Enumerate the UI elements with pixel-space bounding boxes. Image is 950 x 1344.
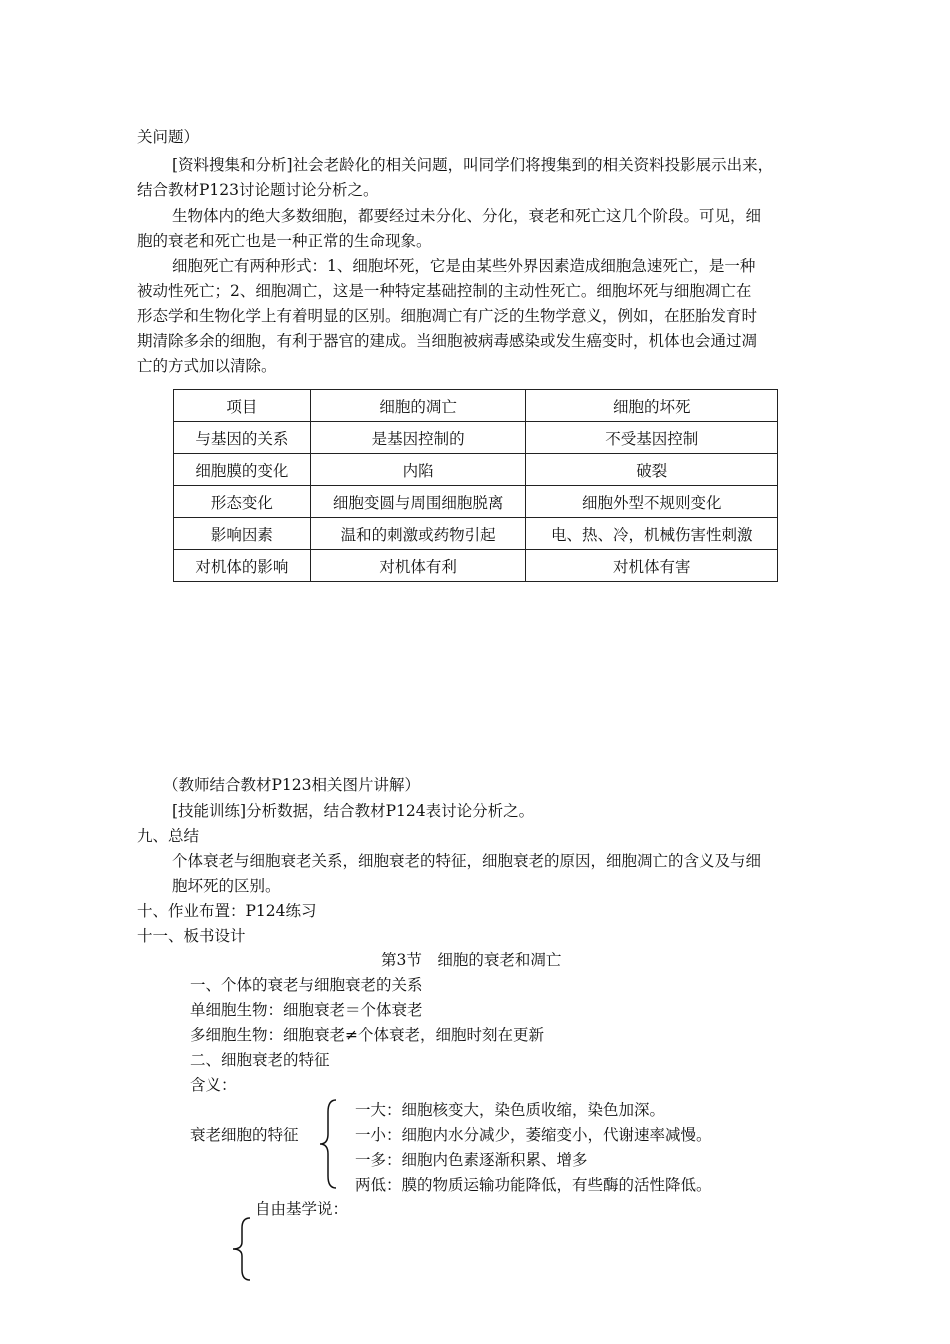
section-heading: 十一、板书设计 [137, 927, 246, 945]
board-line: 多细胞生物：细胞衰老≠个体衰老，细胞时刻在更新 [190, 1026, 544, 1044]
table-row [174, 550, 778, 582]
table-cell: 对机体有利 [310, 550, 526, 582]
text-line: 亡的方式加以清除。 [137, 357, 277, 375]
comparison-table [173, 389, 778, 582]
text-line: 关问题） [137, 128, 200, 146]
text-line: 胞坏死的区别。 [172, 877, 281, 895]
table-cell: 细胞的坏死 [526, 390, 778, 422]
table-cell: 细胞变圆与周围细胞脱离 [310, 486, 526, 518]
curly-brace-icon [230, 1216, 254, 1282]
text-line: 形态学和生物化学上有着明显的区别。细胞凋亡有广泛的生物学意义，例如，在胚胎发育时 [137, 307, 758, 325]
skill-training: [技能训练]分析数据，结合教材P124表讨论分析之。 [172, 802, 535, 820]
table-cell: 项目 [174, 390, 311, 422]
text-line: 结合教材P123讨论题讨论分析之。 [137, 181, 379, 199]
table-cell: 细胞外型不规则变化 [526, 486, 778, 518]
feature-item: 两低：膜的物质运输功能降低，有些酶的活性降低。 [355, 1176, 712, 1194]
table-cell: 破裂 [526, 454, 778, 486]
text-line: 细胞死亡有两种形式：1、细胞坏死，它是由某些外界因素造成细胞急速死亡，是一种 [172, 257, 756, 275]
text-line: 被动性死亡；2、细胞凋亡，这是一种特定基础控制的主动性死亡。细胞坏死与细胞凋亡在 [137, 282, 752, 300]
table-cell: 细胞的凋亡 [310, 390, 526, 422]
table-cell: 形态变化 [174, 486, 311, 518]
feature-item: 一小：细胞内水分减少，萎缩变小，代谢速率减慢。 [355, 1126, 712, 1144]
table-cell: 温和的刺激或药物引起 [310, 518, 526, 550]
table-cell: 影响因素 [174, 518, 311, 550]
feature-item: 一多：细胞内色素逐渐积累、增多 [355, 1151, 588, 1169]
table-cell: 是基因控制的 [310, 422, 526, 454]
text-line: [资料搜集和分析]社会老龄化的相关问题，叫同学们将搜集到的相关资料投影展示出来， [172, 156, 774, 174]
table-row [174, 486, 778, 518]
table-cell: 内陷 [310, 454, 526, 486]
table-cell: 细胞膜的变化 [174, 454, 311, 486]
text-line: 期清除多余的细胞，有利于器官的建成。当细胞被病毒感染或发生癌变时，机体也会通过凋 [137, 332, 758, 350]
board-title: 第3节 细胞的衰老和凋亡 [381, 951, 562, 969]
board-section: 一、个体的衰老与细胞衰老的关系 [190, 976, 423, 994]
table-row [174, 454, 778, 486]
table-cell: 与基因的关系 [174, 422, 311, 454]
feature-item: 一大：细胞核变大，染色质收缩，染色加深。 [355, 1101, 666, 1119]
table-row [174, 422, 778, 454]
table-cell: 对机体有害 [526, 550, 778, 582]
board-line: 含义： [190, 1076, 237, 1094]
table-cell: 电、热、冷，机械伤害性刺激 [526, 518, 778, 550]
section-heading: 十、作业布置：P124练习 [137, 902, 317, 920]
features-label: 衰老细胞的特征 [190, 1126, 299, 1144]
table-cell: 对机体的影响 [174, 550, 311, 582]
text-line: 个体衰老与细胞衰老关系，细胞衰老的特征，细胞衰老的原因，细胞凋亡的含义及与细 [172, 852, 762, 870]
section-heading: 九、总结 [137, 827, 200, 845]
text-line: 生物体内的绝大多数细胞，都要经过未分化、分化，衰老和死亡这几个阶段。可见，细 [172, 207, 762, 225]
board-section: 二、细胞衰老的特征 [190, 1051, 330, 1069]
text-line: 胞的衰老和死亡也是一种正常的生命现象。 [137, 232, 432, 250]
curly-brace-icon [318, 1098, 340, 1190]
table-row [174, 518, 778, 550]
free-radical-label: 自由基学说： [255, 1200, 349, 1218]
board-line: 单细胞生物：细胞衰老＝个体衰老 [190, 1001, 423, 1019]
table-row [174, 390, 778, 422]
table-cell: 不受基因控制 [526, 422, 778, 454]
teacher-note: （教师结合教材P123相关图片讲解） [163, 776, 421, 794]
